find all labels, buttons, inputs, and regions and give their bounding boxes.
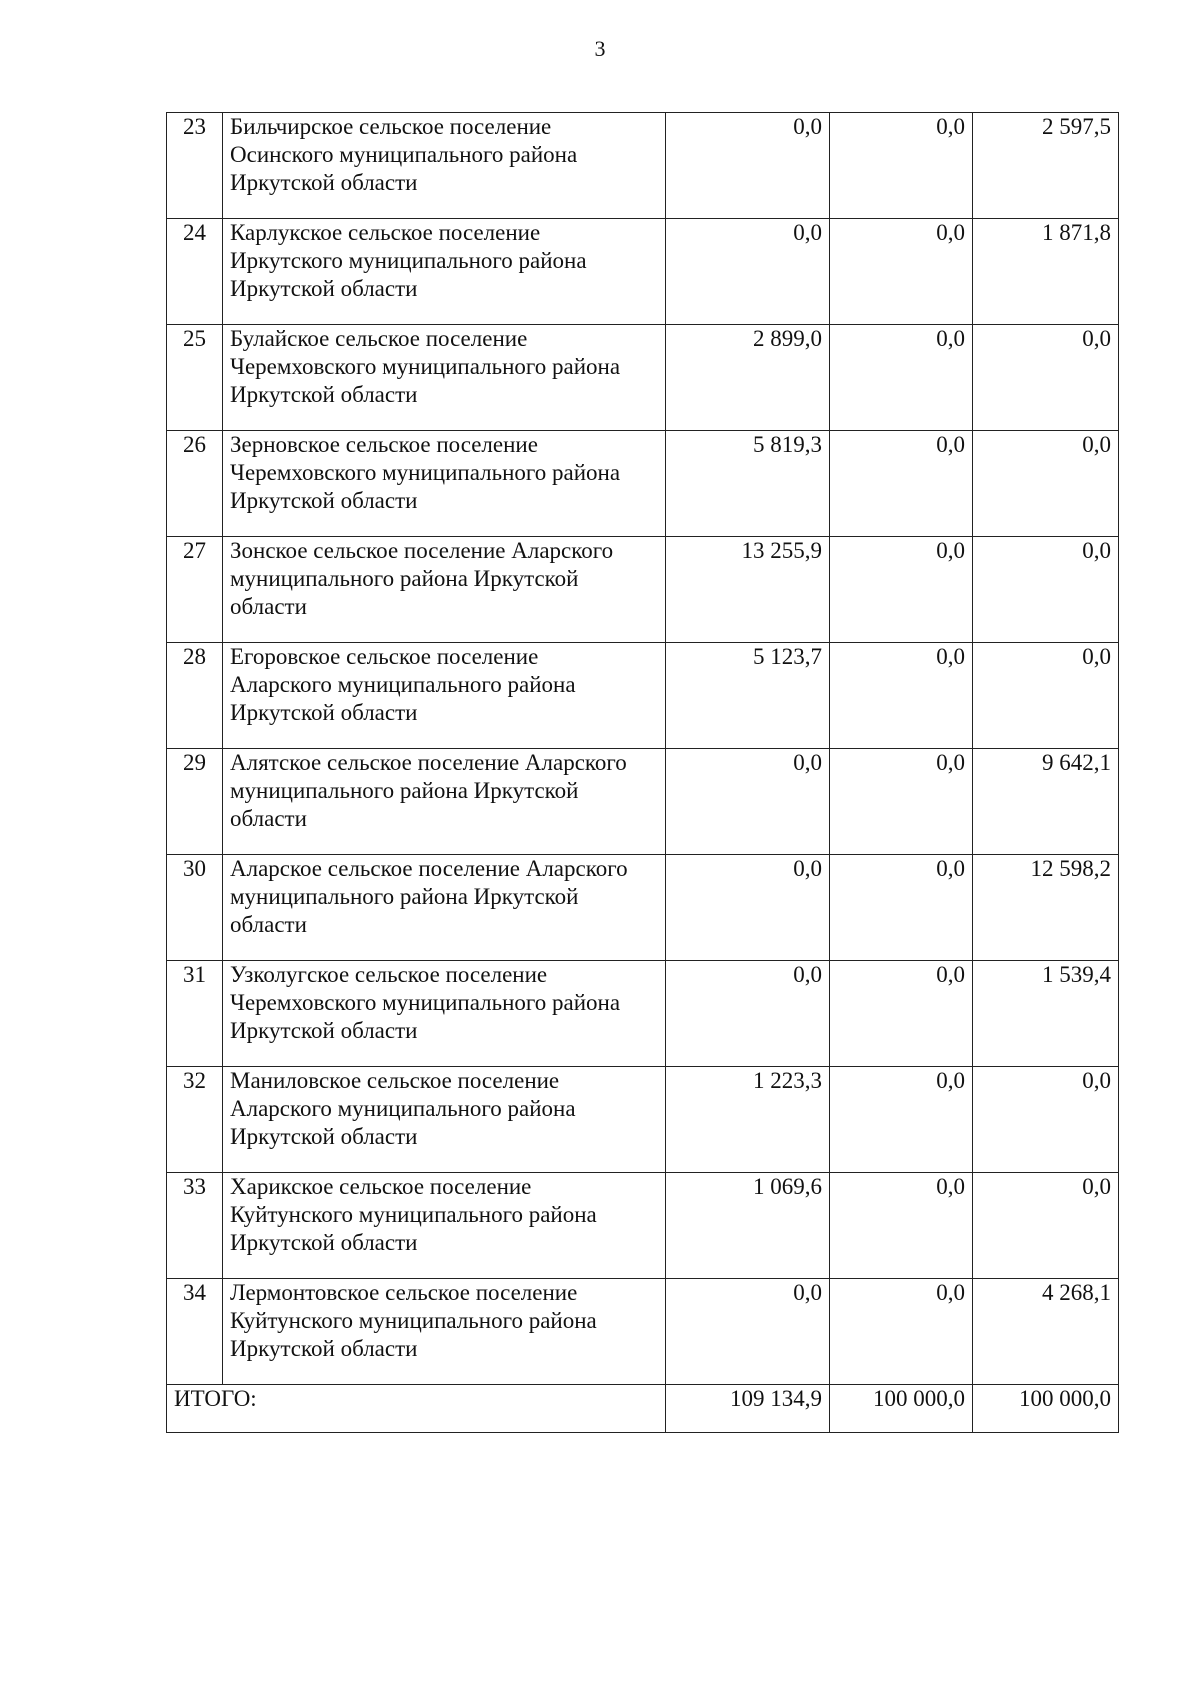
settlement-name-line: Узколугское сельское поселение xyxy=(230,962,548,987)
amount-col-3: 0,0 xyxy=(973,431,1119,537)
settlement-name xyxy=(223,219,666,325)
table-row xyxy=(167,961,1119,1067)
settlement-name-line: области xyxy=(230,806,307,831)
table-row xyxy=(167,749,1119,855)
total-row xyxy=(167,1385,1119,1433)
amount-col-3: 1 539,4 xyxy=(973,961,1119,1067)
amount-col-1: 13 255,9 xyxy=(666,537,830,643)
total-value-2: 100 000,0 xyxy=(830,1385,973,1433)
table-body xyxy=(167,113,1119,1433)
settlement-name-line: Егоровское сельское поселение xyxy=(230,644,539,669)
settlement-name-line: Иркутской области xyxy=(230,1124,418,1149)
settlement-name xyxy=(223,431,666,537)
amount-col-1: 0,0 xyxy=(666,855,830,961)
row-number: 26 xyxy=(167,431,223,537)
settlement-name-line: Харикское сельское поселение xyxy=(230,1174,532,1199)
settlement-name-line: Зерновское сельское поселение xyxy=(230,432,538,457)
settlement-name-line: Зонское сельское поселение Аларского xyxy=(230,538,614,563)
settlement-name-line: Иркутской области xyxy=(230,1018,418,1043)
amount-col-2: 0,0 xyxy=(830,1173,973,1279)
settlement-name-line: Иркутской области xyxy=(230,1336,418,1361)
amount-col-3: 9 642,1 xyxy=(973,749,1119,855)
amount-col-2: 0,0 xyxy=(830,1279,973,1385)
settlement-name xyxy=(223,961,666,1067)
amount-col-1: 1 223,3 xyxy=(666,1067,830,1173)
settlement-name-line: Лермонтовское сельское поселение xyxy=(230,1280,578,1305)
settlement-name xyxy=(223,325,666,431)
settlement-name xyxy=(223,1067,666,1173)
row-number: 27 xyxy=(167,537,223,643)
amount-col-1: 0,0 xyxy=(666,1279,830,1385)
amount-col-3: 0,0 xyxy=(973,643,1119,749)
page-number: 3 xyxy=(594,36,606,61)
settlement-name-line: Иркутской области xyxy=(230,276,418,301)
settlement-name-line: Аларского муниципального района xyxy=(230,1096,576,1121)
settlement-name-line: Куйтунского муниципального района xyxy=(230,1202,597,1227)
settlement-name-line: Карлукское сельское поселение xyxy=(230,220,541,245)
total-value-1: 109 134,9 xyxy=(666,1385,830,1433)
row-number: 31 xyxy=(167,961,223,1067)
amount-col-3: 0,0 xyxy=(973,537,1119,643)
amount-col-1: 0,0 xyxy=(666,749,830,855)
row-number: 32 xyxy=(167,1067,223,1173)
settlement-name-line: Иркутской области xyxy=(230,1230,418,1255)
row-number: 24 xyxy=(167,219,223,325)
amount-col-2: 0,0 xyxy=(830,325,973,431)
table-row xyxy=(167,855,1119,961)
settlement-name-line: Черемховского муниципального района xyxy=(230,354,621,379)
settlement-name-line: Иркутской области xyxy=(230,170,418,195)
row-number: 23 xyxy=(167,113,223,219)
row-number: 33 xyxy=(167,1173,223,1279)
amount-col-3: 2 597,5 xyxy=(973,113,1119,219)
settlement-name-line: Иркутской области xyxy=(230,700,418,725)
table-row xyxy=(167,113,1119,219)
table-row xyxy=(167,537,1119,643)
amount-col-3: 0,0 xyxy=(973,325,1119,431)
table-row xyxy=(167,431,1119,537)
settlement-name-line: Иркутской области xyxy=(230,382,418,407)
allocation-table xyxy=(166,112,1119,1433)
table-row xyxy=(167,219,1119,325)
row-number: 25 xyxy=(167,325,223,431)
settlement-name-line: Аларского муниципального района xyxy=(230,672,576,697)
amount-col-2: 0,0 xyxy=(830,537,973,643)
amount-col-1: 5 123,7 xyxy=(666,643,830,749)
amount-col-1: 0,0 xyxy=(666,219,830,325)
settlement-name-line: Аларское сельское поселение Аларского xyxy=(230,856,628,881)
settlement-name xyxy=(223,1173,666,1279)
settlement-name-line: области xyxy=(230,912,307,937)
row-number: 30 xyxy=(167,855,223,961)
table-row xyxy=(167,325,1119,431)
table-row xyxy=(167,643,1119,749)
total-label: ИТОГО: xyxy=(167,1385,666,1433)
settlement-name xyxy=(223,1279,666,1385)
amount-col-3: 12 598,2 xyxy=(973,855,1119,961)
row-number: 34 xyxy=(167,1279,223,1385)
amount-col-2: 0,0 xyxy=(830,113,973,219)
amount-col-3: 4 268,1 xyxy=(973,1279,1119,1385)
amount-col-1: 0,0 xyxy=(666,961,830,1067)
amount-col-2: 0,0 xyxy=(830,749,973,855)
total-value-3: 100 000,0 xyxy=(973,1385,1119,1433)
amount-col-2: 0,0 xyxy=(830,855,973,961)
amount-col-2: 0,0 xyxy=(830,961,973,1067)
table-row xyxy=(167,1173,1119,1279)
settlement-name-line: Иркутского муниципального района xyxy=(230,248,587,273)
settlement-name-line: Куйтунского муниципального района xyxy=(230,1308,597,1333)
settlement-name-line: Иркутской области xyxy=(230,488,418,513)
amount-col-1: 2 899,0 xyxy=(666,325,830,431)
settlement-name xyxy=(223,855,666,961)
settlement-name-line: Алятское сельское поселение Аларского xyxy=(230,750,627,775)
amount-col-2: 0,0 xyxy=(830,219,973,325)
amount-col-2: 0,0 xyxy=(830,431,973,537)
settlement-name-line: муниципального района Иркутской xyxy=(230,884,579,909)
amount-col-1: 1 069,6 xyxy=(666,1173,830,1279)
settlement-name-line: Булайское сельское поселение xyxy=(230,326,528,351)
amount-col-3: 0,0 xyxy=(973,1173,1119,1279)
table-row xyxy=(167,1067,1119,1173)
row-number: 29 xyxy=(167,749,223,855)
settlement-name-line: Осинского муниципального района xyxy=(230,142,578,167)
amount-col-1: 5 819,3 xyxy=(666,431,830,537)
amount-col-3: 0,0 xyxy=(973,1067,1119,1173)
settlement-name xyxy=(223,113,666,219)
settlement-name-line: Бильчирское сельское поселение xyxy=(230,114,552,139)
amount-col-2: 0,0 xyxy=(830,643,973,749)
settlement-name-line: муниципального района Иркутской xyxy=(230,566,579,591)
amount-col-2: 0,0 xyxy=(830,1067,973,1173)
amount-col-1: 0,0 xyxy=(666,113,830,219)
settlement-name-line: муниципального района Иркутской xyxy=(230,778,579,803)
settlement-name-line: области xyxy=(230,594,307,619)
settlement-name-line: Черемховского муниципального района xyxy=(230,990,621,1015)
table-row xyxy=(167,1279,1119,1385)
settlement-name-line: Маниловское сельское поселение xyxy=(230,1068,560,1093)
amount-col-3: 1 871,8 xyxy=(973,219,1119,325)
row-number: 28 xyxy=(167,643,223,749)
settlement-name xyxy=(223,537,666,643)
settlement-name xyxy=(223,749,666,855)
settlement-name xyxy=(223,643,666,749)
settlement-name-line: Черемховского муниципального района xyxy=(230,460,621,485)
